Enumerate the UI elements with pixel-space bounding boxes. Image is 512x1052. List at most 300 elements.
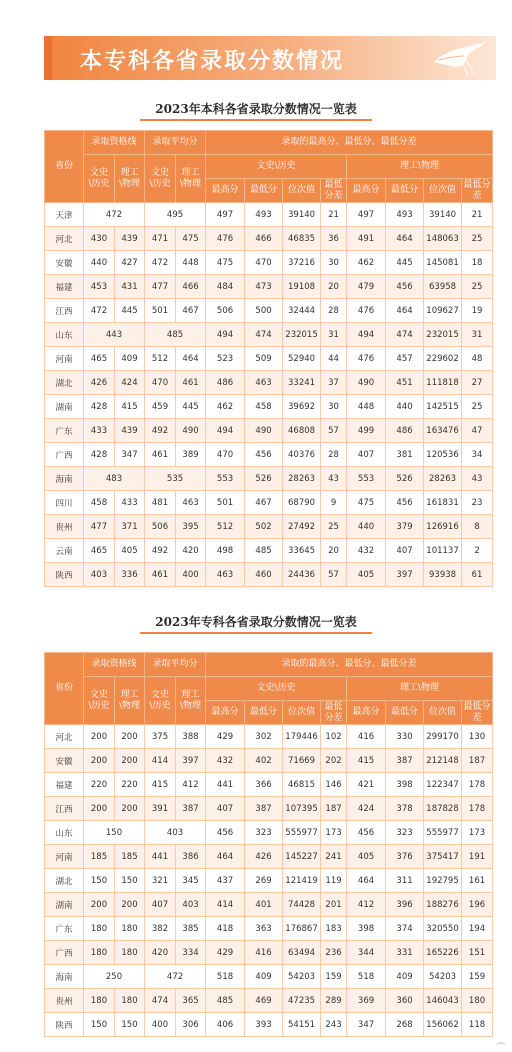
header-li-group: 理工\物理 <box>347 155 493 179</box>
qual-line-wen-cell: 428 <box>84 395 115 419</box>
li-min-cell: 409 <box>386 965 424 989</box>
wen-max-cell: 437 <box>206 869 245 893</box>
avg-score-li-cell: 385 <box>176 917 206 941</box>
li-diff-cell: 173 <box>462 821 493 845</box>
qual-line-wen-cell: 430 <box>84 227 115 251</box>
qual-line-cell: 483 <box>84 467 145 491</box>
qual-line-wen-cell: 428 <box>84 443 115 467</box>
wen-max-cell: 485 <box>206 989 245 1013</box>
wen-diff-cell: 102 <box>321 725 347 749</box>
avg-score-wen-cell: 492 <box>145 539 176 563</box>
li-rank-cell: 146043 <box>424 989 462 1013</box>
wen-min-cell: 323 <box>245 821 283 845</box>
wen-rank-cell: 232015 <box>283 323 321 347</box>
qual-line-wen-cell: 185 <box>84 845 115 869</box>
table-header-row <box>45 155 493 179</box>
li-min-cell: 396 <box>386 893 424 917</box>
avg-score-wen-cell: 474 <box>145 989 176 1013</box>
li-diff-cell: 34 <box>462 443 493 467</box>
avg-score-wen-cell: 481 <box>145 491 176 515</box>
wen-rank-cell: 39692 <box>283 395 321 419</box>
avg-score-cell: 535 <box>145 467 206 491</box>
qual-line-li-cell: 415 <box>115 395 145 419</box>
wen-min-cell: 363 <box>245 917 283 941</box>
li-max-cell: 407 <box>347 443 386 467</box>
page-title: 本专科各省录取分数情况 <box>80 49 345 74</box>
wen-diff-cell: 9 <box>321 491 347 515</box>
li-rank-cell: 187828 <box>424 797 462 821</box>
qual-line-wen-cell: 477 <box>84 515 115 539</box>
wen-max-cell: 484 <box>206 275 245 299</box>
avg-score-li-cell: 466 <box>176 275 206 299</box>
wen-rank-cell: 63494 <box>283 941 321 965</box>
avg-score-li-cell: 445 <box>176 395 206 419</box>
wen-diff-cell: 44 <box>321 347 347 371</box>
header-wen-diff: 最低分差 <box>321 701 347 725</box>
wen-min-cell: 526 <box>245 467 283 491</box>
avg-score-li-cell: 403 <box>176 893 206 917</box>
zhuanke-title-underline <box>140 632 372 634</box>
table-row <box>45 203 493 227</box>
li-rank-cell: 161831 <box>424 491 462 515</box>
wen-diff-cell: 31 <box>321 323 347 347</box>
li-rank-cell: 63958 <box>424 275 462 299</box>
wen-min-cell: 509 <box>245 347 283 371</box>
wen-diff-cell: 236 <box>321 941 347 965</box>
wen-diff-cell: 30 <box>321 395 347 419</box>
avg-score-li-cell: 490 <box>176 419 206 443</box>
li-min-cell: 387 <box>386 749 424 773</box>
wen-diff-cell: 21 <box>321 203 347 227</box>
li-diff-cell: 159 <box>462 965 493 989</box>
wen-diff-cell: 119 <box>321 869 347 893</box>
avg-score-wen-cell: 512 <box>145 347 176 371</box>
header-wen-group: 文史\历史 <box>206 155 347 179</box>
avg-score-li-cell: 420 <box>176 539 206 563</box>
wen-min-cell: 401 <box>245 893 283 917</box>
wen-max-cell: 498 <box>206 539 245 563</box>
qual-line-li-cell: 220 <box>115 773 145 797</box>
header-avg-wen: 文史\历史 <box>145 677 176 725</box>
qual-line-wen-cell: 220 <box>84 773 115 797</box>
avg-score-wen-cell: 461 <box>145 443 176 467</box>
avg-score-cell: 495 <box>145 203 206 227</box>
li-min-cell: 398 <box>386 773 424 797</box>
wen-rank-cell: 47235 <box>283 989 321 1013</box>
li-max-cell: 499 <box>347 419 386 443</box>
avg-score-wen-cell: 415 <box>145 773 176 797</box>
header-avg-score: 录取平均分 <box>145 653 206 677</box>
province-cell: 贵州 <box>45 515 84 539</box>
table-row <box>45 395 493 419</box>
li-diff-cell: 31 <box>462 323 493 347</box>
li-max-cell: 415 <box>347 749 386 773</box>
wen-max-cell: 464 <box>206 845 245 869</box>
table-row <box>45 941 493 965</box>
province-cell: 湖南 <box>45 893 84 917</box>
qual-line-cell: 472 <box>84 203 145 227</box>
li-max-cell: 405 <box>347 845 386 869</box>
benke-table-title: 2023年本科各省录取分数情况一览表 <box>155 102 357 116</box>
banner-accent-bar <box>44 36 52 80</box>
li-min-cell: 376 <box>386 845 424 869</box>
wen-min-cell: 463 <box>245 371 283 395</box>
li-min-cell: 381 <box>386 443 424 467</box>
header-li-min: 最低分 <box>386 179 424 203</box>
li-min-cell: 360 <box>386 989 424 1013</box>
li-rank-cell: 145081 <box>424 251 462 275</box>
wen-rank-cell: 52940 <box>283 347 321 371</box>
header-avg-li: 理工\物理 <box>176 677 206 725</box>
province-cell: 山东 <box>45 821 84 845</box>
wen-rank-cell: 121419 <box>283 869 321 893</box>
wen-max-cell: 501 <box>206 491 245 515</box>
qual-line-wen-cell: 403 <box>84 563 115 587</box>
li-rank-cell: 93938 <box>424 563 462 587</box>
li-min-cell: 379 <box>386 515 424 539</box>
avg-score-li-cell: 345 <box>176 869 206 893</box>
wen-max-cell: 486 <box>206 371 245 395</box>
avg-score-li-cell: 475 <box>176 227 206 251</box>
li-rank-cell: 111818 <box>424 371 462 395</box>
li-diff-cell: 47 <box>462 419 493 443</box>
li-rank-cell: 126916 <box>424 515 462 539</box>
table-row <box>45 917 493 941</box>
province-cell: 江西 <box>45 299 84 323</box>
wen-min-cell: 485 <box>245 539 283 563</box>
avg-score-wen-cell: 321 <box>145 869 176 893</box>
wen-min-cell: 474 <box>245 323 283 347</box>
header-li-rank: 位次值 <box>424 701 462 725</box>
header-max-min: 录取的最高分、最低分、最低分差 <box>206 653 493 677</box>
header-wen-min: 最低分 <box>245 701 283 725</box>
avg-score-li-cell: 306 <box>176 1013 206 1037</box>
wen-min-cell: 458 <box>245 395 283 419</box>
province-cell: 湖北 <box>45 869 84 893</box>
wen-diff-cell: 243 <box>321 1013 347 1037</box>
wen-max-cell: 418 <box>206 917 245 941</box>
wen-min-cell: 393 <box>245 1013 283 1037</box>
li-max-cell: 456 <box>347 821 386 845</box>
qual-line-li-cell: 427 <box>115 251 145 275</box>
li-max-cell: 553 <box>347 467 386 491</box>
wen-diff-cell: 57 <box>321 419 347 443</box>
li-rank-cell: 165226 <box>424 941 462 965</box>
wen-rank-cell: 27492 <box>283 515 321 539</box>
province-cell: 广东 <box>45 419 84 443</box>
wen-rank-cell: 33241 <box>283 371 321 395</box>
li-min-cell: 493 <box>386 203 424 227</box>
li-min-cell: 451 <box>386 371 424 395</box>
qual-line-li-cell: 431 <box>115 275 145 299</box>
qual-line-li-cell: 185 <box>115 845 145 869</box>
wen-min-cell: 387 <box>245 797 283 821</box>
wen-max-cell: 432 <box>206 749 245 773</box>
wen-rank-cell: 54151 <box>283 1013 321 1037</box>
avg-score-wen-cell: 414 <box>145 749 176 773</box>
wen-max-cell: 506 <box>206 299 245 323</box>
li-min-cell: 397 <box>386 563 424 587</box>
li-rank-cell: 188276 <box>424 893 462 917</box>
wen-min-cell: 426 <box>245 845 283 869</box>
li-min-cell: 464 <box>386 299 424 323</box>
table-row <box>45 299 493 323</box>
avg-score-li-cell: 412 <box>176 773 206 797</box>
li-rank-cell: 320550 <box>424 917 462 941</box>
qual-line-li-cell: 200 <box>115 797 145 821</box>
wen-max-cell: 476 <box>206 227 245 251</box>
avg-score-wen-cell: 382 <box>145 917 176 941</box>
zhuanke-score-table <box>44 652 493 1037</box>
avg-score-wen-cell: 492 <box>145 419 176 443</box>
li-max-cell: 369 <box>347 989 386 1013</box>
avg-score-wen-cell: 461 <box>145 563 176 587</box>
avg-score-li-cell: 389 <box>176 443 206 467</box>
li-diff-cell: 180 <box>462 989 493 1013</box>
li-diff-cell: 178 <box>462 773 493 797</box>
wen-diff-cell: 173 <box>321 821 347 845</box>
wen-rank-cell: 74428 <box>283 893 321 917</box>
li-rank-cell: 555977 <box>424 821 462 845</box>
table-row <box>45 275 493 299</box>
li-max-cell: 398 <box>347 917 386 941</box>
li-diff-cell: 23 <box>462 491 493 515</box>
header-li-group: 理工\物理 <box>347 677 493 701</box>
li-max-cell: 475 <box>347 491 386 515</box>
header-wen-rank: 位次值 <box>283 179 321 203</box>
wen-rank-cell: 555977 <box>283 821 321 845</box>
table-row <box>45 443 493 467</box>
wen-rank-cell: 71669 <box>283 749 321 773</box>
qual-line-li-cell: 445 <box>115 299 145 323</box>
wen-min-cell: 470 <box>245 251 283 275</box>
li-min-cell: 407 <box>386 539 424 563</box>
header-avg-wen: 文史\历史 <box>145 155 176 203</box>
qual-line-li-cell: 336 <box>115 563 145 587</box>
header-wen-min: 最低分 <box>245 179 283 203</box>
wen-max-cell: 463 <box>206 563 245 587</box>
li-max-cell: 462 <box>347 251 386 275</box>
li-diff-cell: 25 <box>462 395 493 419</box>
province-cell: 贵州 <box>45 989 84 1013</box>
wen-max-cell: 407 <box>206 797 245 821</box>
wen-rank-cell: 68790 <box>283 491 321 515</box>
avg-score-cell: 485 <box>145 323 206 347</box>
qual-line-li-cell: 424 <box>115 371 145 395</box>
li-diff-cell: 18 <box>462 251 493 275</box>
qual-line-wen-cell: 180 <box>84 989 115 1013</box>
li-max-cell: 344 <box>347 941 386 965</box>
wen-diff-cell: 202 <box>321 749 347 773</box>
wen-diff-cell: 28 <box>321 443 347 467</box>
qual-line-cell: 150 <box>84 821 145 845</box>
wen-max-cell: 429 <box>206 941 245 965</box>
qual-line-li-cell: 150 <box>115 1013 145 1037</box>
li-diff-cell: 187 <box>462 749 493 773</box>
li-max-cell: 440 <box>347 515 386 539</box>
li-min-cell: 330 <box>386 725 424 749</box>
wen-rank-cell: 46835 <box>283 227 321 251</box>
avg-score-li-cell: 365 <box>176 989 206 1013</box>
table-row <box>45 515 493 539</box>
li-rank-cell: 375417 <box>424 845 462 869</box>
avg-score-wen-cell: 471 <box>145 227 176 251</box>
table-row <box>45 893 493 917</box>
wen-diff-cell: 28 <box>321 299 347 323</box>
li-diff-cell: 191 <box>462 845 493 869</box>
table-row <box>45 491 493 515</box>
province-cell: 河南 <box>45 845 84 869</box>
avg-score-wen-cell: 506 <box>145 515 176 539</box>
wen-diff-cell: 30 <box>321 251 347 275</box>
li-max-cell: 448 <box>347 395 386 419</box>
wen-max-cell: 414 <box>206 893 245 917</box>
table-row <box>45 539 493 563</box>
avg-score-li-cell: 461 <box>176 371 206 395</box>
avg-score-li-cell: 467 <box>176 299 206 323</box>
crane-icon <box>428 38 492 78</box>
wen-diff-cell: 25 <box>321 515 347 539</box>
li-max-cell: 416 <box>347 725 386 749</box>
table-row <box>45 821 493 845</box>
li-max-cell: 412 <box>347 893 386 917</box>
li-rank-cell: 148063 <box>424 227 462 251</box>
province-cell: 江西 <box>45 797 84 821</box>
avg-score-wen-cell: 375 <box>145 725 176 749</box>
province-cell: 广西 <box>45 941 84 965</box>
wen-min-cell: 302 <box>245 725 283 749</box>
wen-diff-cell: 36 <box>321 227 347 251</box>
table-row <box>45 227 493 251</box>
avg-score-li-cell: 400 <box>176 563 206 587</box>
table-header-row <box>45 677 493 701</box>
li-diff-cell: 8 <box>462 515 493 539</box>
wen-rank-cell: 28263 <box>283 467 321 491</box>
qual-line-wen-cell: 200 <box>84 797 115 821</box>
wen-min-cell: 493 <box>245 203 283 227</box>
wen-min-cell: 500 <box>245 299 283 323</box>
header-qual-li: 理工\物理 <box>115 155 145 203</box>
qual-line-wen-cell: 453 <box>84 275 115 299</box>
qual-line-wen-cell: 472 <box>84 299 115 323</box>
li-min-cell: 331 <box>386 941 424 965</box>
li-min-cell: 445 <box>386 251 424 275</box>
province-cell: 湖南 <box>45 395 84 419</box>
qual-line-wen-cell: 440 <box>84 251 115 275</box>
wen-max-cell: 475 <box>206 251 245 275</box>
table-row <box>45 347 493 371</box>
header-max-min: 录取的最高分、最低分、最低分差 <box>206 131 493 155</box>
li-diff-cell: 161 <box>462 869 493 893</box>
wen-max-cell: 518 <box>206 965 245 989</box>
wen-diff-cell: 159 <box>321 965 347 989</box>
avg-score-wen-cell: 477 <box>145 275 176 299</box>
li-diff-cell: 61 <box>462 563 493 587</box>
header-qual-li: 理工\物理 <box>115 677 145 725</box>
li-min-cell: 378 <box>386 797 424 821</box>
header-wen-group: 文史\历史 <box>206 677 347 701</box>
qual-line-cell: 443 <box>84 323 145 347</box>
wen-diff-cell: 20 <box>321 539 347 563</box>
li-diff-cell: 118 <box>462 1013 493 1037</box>
header-qual-wen: 文史\历史 <box>84 677 115 725</box>
wen-rank-cell: 107395 <box>283 797 321 821</box>
wen-max-cell: 494 <box>206 323 245 347</box>
wen-rank-cell: 32444 <box>283 299 321 323</box>
li-min-cell: 474 <box>386 323 424 347</box>
table-row <box>45 323 493 347</box>
wen-max-cell: 456 <box>206 821 245 845</box>
table-row <box>45 1013 493 1037</box>
li-max-cell: 347 <box>347 1013 386 1037</box>
qual-line-li-cell: 405 <box>115 539 145 563</box>
li-max-cell: 497 <box>347 203 386 227</box>
li-rank-cell: 122347 <box>424 773 462 797</box>
li-diff-cell: 48 <box>462 347 493 371</box>
li-min-cell: 456 <box>386 275 424 299</box>
wen-rank-cell: 145227 <box>283 845 321 869</box>
province-cell: 河南 <box>45 347 84 371</box>
province-cell: 四川 <box>45 491 84 515</box>
wen-diff-cell: 146 <box>321 773 347 797</box>
header-li-diff: 最低分差 <box>463 179 491 201</box>
header-qual-line: 录取资格线 <box>84 131 145 155</box>
qual-line-wen-cell: 150 <box>84 1013 115 1037</box>
li-diff-cell: 25 <box>462 227 493 251</box>
li-max-cell: 479 <box>347 275 386 299</box>
li-rank-cell: 39140 <box>424 203 462 227</box>
li-min-cell: 440 <box>386 395 424 419</box>
benke-title-underline <box>140 119 372 121</box>
li-min-cell: 464 <box>386 227 424 251</box>
header-li-diff: 最低分差 <box>463 701 491 723</box>
wen-max-cell: 497 <box>206 203 245 227</box>
province-cell: 云南 <box>45 539 84 563</box>
li-max-cell: 490 <box>347 371 386 395</box>
li-max-cell: 421 <box>347 773 386 797</box>
qual-line-wen-cell: 200 <box>84 893 115 917</box>
table-row <box>45 251 493 275</box>
li-diff-cell: 130 <box>462 725 493 749</box>
wen-max-cell: 494 <box>206 419 245 443</box>
li-max-cell: 476 <box>347 299 386 323</box>
avg-score-cell: 403 <box>145 821 206 845</box>
province-cell: 河北 <box>45 227 84 251</box>
avg-score-wen-cell: 407 <box>145 893 176 917</box>
qual-line-wen-cell: 200 <box>84 725 115 749</box>
li-rank-cell: 156062 <box>424 1013 462 1037</box>
province-cell: 陕西 <box>45 1013 84 1037</box>
province-cell: 海南 <box>45 467 84 491</box>
li-min-cell: 456 <box>386 491 424 515</box>
province-cell: 广东 <box>45 917 84 941</box>
li-max-cell: 494 <box>347 323 386 347</box>
zhuanke-table-title: 2023年专科各省录取分数情况一览表 <box>155 615 357 629</box>
qual-line-li-cell: 371 <box>115 515 145 539</box>
header-province: 省份 <box>45 653 84 725</box>
li-max-cell: 518 <box>347 965 386 989</box>
qual-line-wen-cell: 200 <box>84 749 115 773</box>
qual-line-li-cell: 180 <box>115 917 145 941</box>
header-qual-line: 录取资格线 <box>84 653 145 677</box>
wen-min-cell: 269 <box>245 869 283 893</box>
li-diff-cell: 27 <box>462 371 493 395</box>
li-diff-cell: 25 <box>462 275 493 299</box>
wen-min-cell: 456 <box>245 443 283 467</box>
avg-score-wen-cell: 441 <box>145 845 176 869</box>
avg-score-wen-cell: 472 <box>145 251 176 275</box>
avg-score-li-cell: 334 <box>176 941 206 965</box>
